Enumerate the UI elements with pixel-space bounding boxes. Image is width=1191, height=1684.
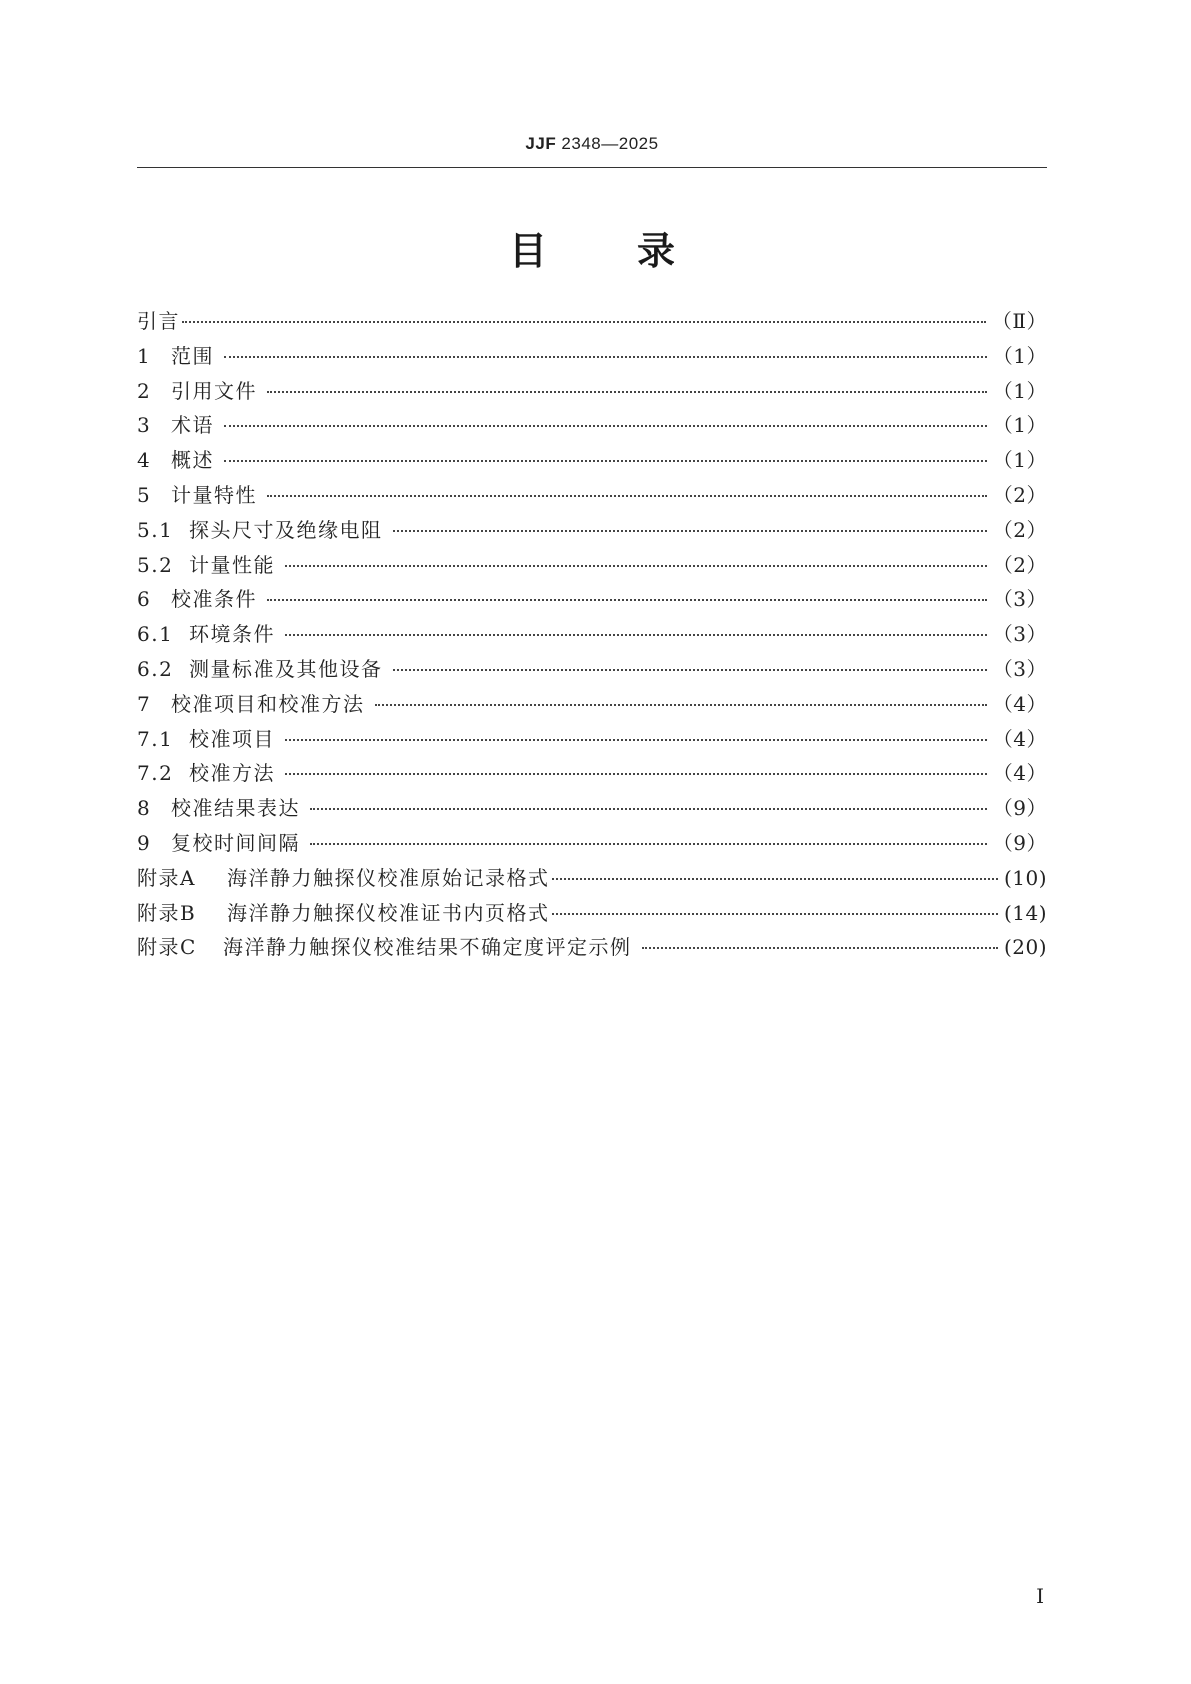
toc-item[interactable] <box>137 582 1047 617</box>
toc-item-page: （3） <box>992 622 1047 647</box>
toc-item[interactable] <box>137 478 1047 513</box>
toc-item-page: （3） <box>992 587 1047 612</box>
toc-leader-dots <box>285 565 987 567</box>
toc-item-number: 5.2 <box>137 552 174 577</box>
toc-item-title: 引用文件 <box>171 378 257 403</box>
toc-item[interactable] <box>137 304 1047 339</box>
toc-item-page: （9） <box>992 796 1047 821</box>
toc-item[interactable] <box>137 617 1047 652</box>
toc-item-number: 附录A <box>137 865 196 890</box>
toc-leader-dots <box>310 808 987 810</box>
toc-item-page: （1） <box>992 378 1047 403</box>
title-char-1: 目 <box>508 229 547 273</box>
toc-item-page: （Ⅱ） <box>991 309 1047 333</box>
toc-item-page: （1） <box>992 413 1047 438</box>
toc-item-title: 概述 <box>171 448 214 473</box>
toc-leader-dots <box>267 599 987 601</box>
toc-item-title: 海洋静力触探仪校准证书内页格式 <box>227 900 550 925</box>
toc-item-page: （2） <box>992 517 1047 542</box>
toc-item-number: 7.2 <box>137 761 174 786</box>
toc-leader-dots <box>267 495 987 497</box>
toc-leader-dots <box>224 425 987 427</box>
toc-item-page: （4） <box>992 761 1047 786</box>
toc-item-title: 海洋静力触探仪校准结果不确定度评定示例 <box>223 935 632 960</box>
toc-item-title: 环境条件 <box>189 622 275 647</box>
toc-item-number: 6.2 <box>137 656 174 681</box>
toc-item[interactable] <box>137 756 1047 791</box>
toc-leader-dots <box>393 530 987 532</box>
toc-item[interactable] <box>137 791 1047 826</box>
toc-item[interactable] <box>137 408 1047 443</box>
toc-item[interactable] <box>137 826 1047 861</box>
toc-item[interactable] <box>137 896 1047 931</box>
toc-item-page: （1） <box>992 448 1047 473</box>
toc-item-number: 2 <box>137 378 152 403</box>
toc-leader-dots <box>182 321 986 323</box>
toc-item-page: (14) <box>1003 900 1047 925</box>
header-rule <box>137 167 1047 168</box>
toc-item[interactable] <box>137 548 1047 583</box>
page-number: I <box>1036 1584 1044 1608</box>
toc-item-page: （4） <box>992 726 1047 751</box>
toc-item-page: （1） <box>992 343 1047 368</box>
toc-item[interactable] <box>137 339 1047 374</box>
toc-item-title: 校准方法 <box>189 761 275 786</box>
toc-item[interactable] <box>137 687 1047 722</box>
toc-leader-dots <box>393 669 987 671</box>
toc-item[interactable] <box>137 513 1047 548</box>
toc-item-title: 校准项目和校准方法 <box>171 691 365 716</box>
toc-item-title: 校准条件 <box>171 587 257 612</box>
toc-item-title: 探头尺寸及绝缘电阻 <box>189 517 383 542</box>
toc-item-title: 计量特性 <box>171 482 257 507</box>
toc-item-number: 5 <box>137 482 152 507</box>
toc-item-page: （3） <box>992 656 1047 681</box>
toc-leader-dots <box>224 460 987 462</box>
toc-item-page: （4） <box>992 691 1047 716</box>
toc-item-page: （9） <box>992 830 1047 855</box>
toc-item-title: 复校时间间隔 <box>171 830 300 855</box>
toc-leader-dots <box>552 913 998 915</box>
toc-item-title: 术语 <box>171 413 214 438</box>
toc-item-number: 9 <box>137 830 152 855</box>
title-char-2: 录 <box>637 229 676 273</box>
toc-leader-dots <box>375 704 987 706</box>
toc-item-title: 测量标准及其他设备 <box>189 656 383 681</box>
toc-item-number: 5.1 <box>137 517 174 542</box>
toc-item-number: 3 <box>137 413 152 438</box>
toc-leader-dots <box>267 391 987 393</box>
toc-item-number: 6.1 <box>137 622 174 647</box>
toc-item-title: 计量性能 <box>189 552 275 577</box>
toc-item-number: 7.1 <box>137 726 174 751</box>
toc-item[interactable] <box>137 930 1047 965</box>
toc-item-title: 引言 <box>137 309 180 333</box>
toc-item-page: （2） <box>992 552 1047 577</box>
toc-item-title: 海洋静力触探仪校准原始记录格式 <box>227 865 550 890</box>
toc-item[interactable] <box>137 443 1047 478</box>
table-of-contents <box>137 304 1047 965</box>
toc-leader-dots <box>642 947 998 949</box>
toc-item[interactable] <box>137 722 1047 757</box>
standard-code-prefix: JJF <box>525 134 557 153</box>
standard-code-number: 2348—2025 <box>556 134 659 153</box>
toc-leader-dots <box>552 878 998 880</box>
toc-leader-dots <box>285 739 987 741</box>
toc-item-number: 附录B <box>137 900 197 925</box>
toc-item-title: 校准结果表达 <box>171 796 300 821</box>
toc-leader-dots <box>310 843 987 845</box>
toc-item-number: 4 <box>137 448 152 473</box>
toc-item-number: 7 <box>137 691 152 716</box>
page-title <box>137 220 1047 275</box>
toc-item-page: （2） <box>992 482 1047 507</box>
toc-item-number: 附录C <box>137 935 197 960</box>
toc-item-title: 范围 <box>171 343 214 368</box>
toc-leader-dots <box>224 356 987 358</box>
toc-item-page: (10) <box>1003 865 1047 890</box>
toc-item[interactable] <box>137 861 1047 896</box>
toc-item-title: 校准项目 <box>189 726 275 751</box>
toc-item-number: 8 <box>137 796 152 821</box>
toc-item-number: 6 <box>137 587 152 612</box>
document-header <box>137 134 1047 154</box>
toc-item-number: 1 <box>137 343 152 368</box>
toc-item[interactable] <box>137 374 1047 409</box>
toc-item[interactable] <box>137 652 1047 687</box>
toc-item-page: (20) <box>1003 935 1047 960</box>
toc-leader-dots <box>285 634 987 636</box>
toc-leader-dots <box>285 773 987 775</box>
